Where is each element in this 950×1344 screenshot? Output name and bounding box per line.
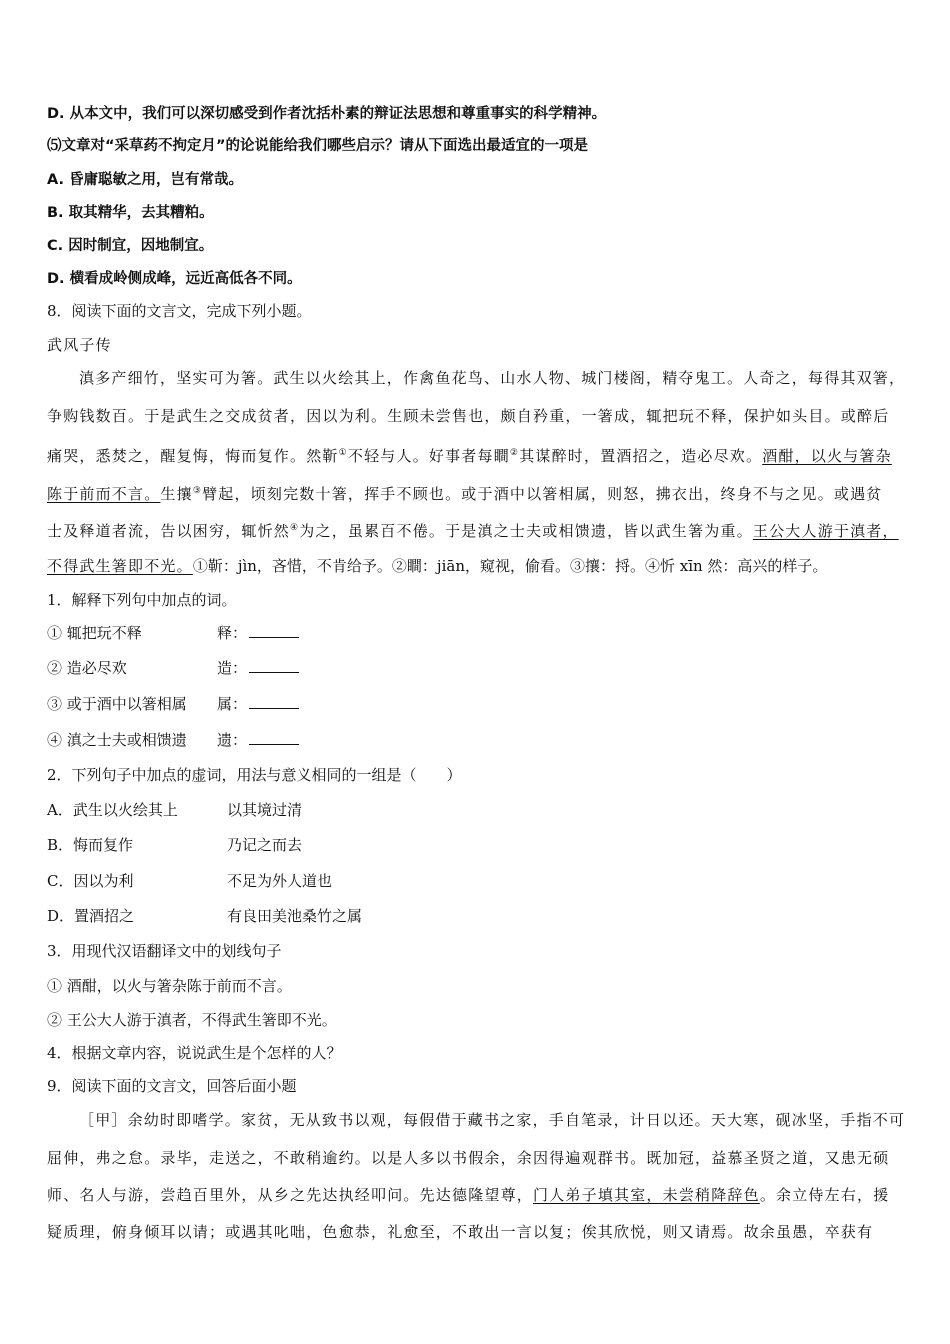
option-d: D. 横看成岭侧成峰，远近高低各不同。 bbox=[47, 271, 302, 287]
choice-option[interactable] bbox=[47, 800, 447, 820]
explain-item bbox=[47, 730, 347, 750]
choice-option[interactable] bbox=[47, 835, 447, 855]
choice-left: B．悔而复作 bbox=[47, 836, 134, 854]
option-a: A. 昏庸聪敏之用，岂有常哉。 bbox=[47, 172, 244, 188]
choice-option[interactable] bbox=[47, 871, 447, 891]
answer-blank[interactable] bbox=[249, 658, 299, 673]
choice-right: 有良田美池桑竹之属 bbox=[227, 907, 363, 925]
underlined-sentence: 王公大人游于滇者， bbox=[752, 522, 899, 540]
explain-sentence: ① 辄把玩不释 bbox=[47, 624, 142, 642]
passage-line: 争购钱数百。于是武生之交成贫者，因以为利。生顾未尝售也，颇自矜重，一箸成，辄把玩不释，保护如头目。或醉后 bbox=[47, 407, 890, 425]
passage-line: ［甲］余幼时即嗜学。家贫，无从致书以观，每假借于藏书之家，手自笔录，计日以还。天大寒，砚冰坚，手指不可 bbox=[79, 1111, 906, 1129]
explain-word-label: 遗： bbox=[217, 731, 248, 749]
note-marker: ① bbox=[338, 448, 348, 458]
note-marker: ④ bbox=[290, 523, 300, 533]
passage-line bbox=[47, 556, 827, 576]
passage-line bbox=[47, 1185, 889, 1205]
choice-right: 以其境过清 bbox=[227, 801, 303, 819]
text-run: 为之，虽累百不倦。于是滇之士夫或相馈遗，皆以武生箸为重。 bbox=[299, 522, 753, 540]
answer-blank[interactable] bbox=[249, 730, 299, 745]
explain-word-label: 属： bbox=[217, 695, 248, 713]
explain-sentence: ② 造必尽欢 bbox=[47, 659, 127, 677]
option-b: B. 取其精华，去其糟粕。 bbox=[47, 205, 214, 221]
text-run: 士及释道者流，告以困穷，辄忻然 bbox=[47, 522, 291, 540]
choice-right: 不足为外人道也 bbox=[227, 872, 333, 890]
answer-blank[interactable] bbox=[249, 623, 299, 638]
text-run: 臂起，顷刻完数十箸，挥手不顾也。或于酒中以箸相属，则怒，拂衣出，终身不与之见。或遇贫 bbox=[202, 485, 883, 503]
passage-line bbox=[47, 481, 883, 504]
question-5: ⑸文章对“采草药不拘定月”的论说能给我们哪些启示？请从下面选出最适宜的一项是 bbox=[47, 138, 589, 154]
question-8-intro: 8．阅读下面的文言文，完成下列小题。 bbox=[47, 302, 312, 320]
passage-line: 屈伸，弗之怠。录毕，走送之，不敢稍逾约。以是人多以书假余，余因得遍观群书。既加冠，益慕圣贤之道，又患无硕 bbox=[47, 1149, 890, 1167]
sub-question-3: 3．用现代汉语翻译文中的划线句子 bbox=[47, 942, 282, 960]
passage-line bbox=[47, 443, 892, 466]
option-c: C. 因时制宜，因地制宜。 bbox=[47, 238, 214, 254]
explain-word-label: 释： bbox=[217, 624, 248, 642]
note-marker: ③ bbox=[192, 486, 203, 496]
note-marker: ② bbox=[509, 448, 520, 458]
text-run: 。余立侍左右，援 bbox=[759, 1186, 890, 1204]
underlined-sentence: 门人弟子填其室，未尝稍降辞色 bbox=[533, 1186, 760, 1204]
text-run: 师、名人与游，尝趋百里外，从乡之先达执经叩问。先达德隆望尊， bbox=[47, 1186, 534, 1204]
explain-word bbox=[217, 730, 299, 750]
question-9-intro: 9．阅读下面的文言文，回答后面小题 bbox=[47, 1077, 297, 1095]
explain-sentence: ④ 滇之士夫或相馈遗 bbox=[47, 731, 187, 749]
sub-question-2: 2．下列句子中加点的虚词，用法与意义相同的一组是（ ） bbox=[47, 766, 462, 784]
passage-line bbox=[47, 518, 899, 541]
passage-title: 武风子传 bbox=[47, 336, 112, 354]
passage-line: 滇多产细竹，坚实可为箸。武生以火绘其上，作禽鱼花鸟、山水人物、城门楼阁，精夺鬼工。人奇之，每得其双箸， bbox=[79, 369, 906, 387]
underlined-sentence: 酒酣，以火与箸杂 bbox=[762, 447, 892, 465]
choice-right: 乃记之而去 bbox=[227, 836, 303, 854]
underlined-sentence: 不得武生箸即不光。 bbox=[47, 557, 193, 575]
translate-sentence: ① 酒酣，以火与箸杂陈于前而不言。 bbox=[47, 977, 292, 995]
text-run: 痛哭，悉焚之，醒复悔，悔而复作。然靳 bbox=[47, 447, 339, 465]
explain-item bbox=[47, 623, 347, 643]
explain-word bbox=[217, 694, 299, 714]
text-run: 不轻与人。好事者每瞷 bbox=[347, 447, 510, 465]
text-run: 生攘 bbox=[160, 485, 193, 503]
choice-left: C．因以为利 bbox=[47, 872, 134, 890]
choice-left: D．置酒招之 bbox=[47, 907, 135, 925]
explain-word bbox=[217, 623, 299, 643]
option-d-prev: D. 从本文中，我们可以深切感受到作者沈括朴素的辩证法思想和尊重事实的科学精神。 bbox=[47, 106, 607, 122]
sub-question-4: 4．根据文章内容，说说武生是个怎样的人？ bbox=[47, 1044, 342, 1062]
answer-blank[interactable] bbox=[249, 694, 299, 709]
footnotes: ①靳：jìn，吝惜，不肯给予。②瞷：jiān，窥视，偷看。③攘：捋。④忻 xīn 然：高兴的样子。 bbox=[192, 557, 828, 575]
explain-word bbox=[217, 658, 299, 678]
choice-left: A．武生以火绘其上 bbox=[47, 801, 178, 819]
translate-sentence: ② 王公大人游于滇者，不得武生箸即不光。 bbox=[47, 1011, 337, 1029]
choice-option[interactable] bbox=[47, 906, 447, 926]
sub-question-1: 1．解释下列句中加点的词。 bbox=[47, 591, 237, 609]
explain-sentence: ③ 或于酒中以箸相属 bbox=[47, 695, 187, 713]
explain-item bbox=[47, 694, 347, 714]
text-run: 其谋醉时，置酒招之，造必尽欢。 bbox=[519, 447, 763, 465]
underlined-sentence: 陈于前而不言。 bbox=[47, 485, 161, 503]
passage-line: 疑质理，俯身倾耳以请；或遇其叱咄，色愈恭，礼愈至，不敢出一言以复；俟其欣悦，则又请焉。故余虽愚，卒获有 bbox=[47, 1223, 874, 1241]
explain-word-label: 造： bbox=[217, 659, 248, 677]
explain-item bbox=[47, 658, 347, 678]
